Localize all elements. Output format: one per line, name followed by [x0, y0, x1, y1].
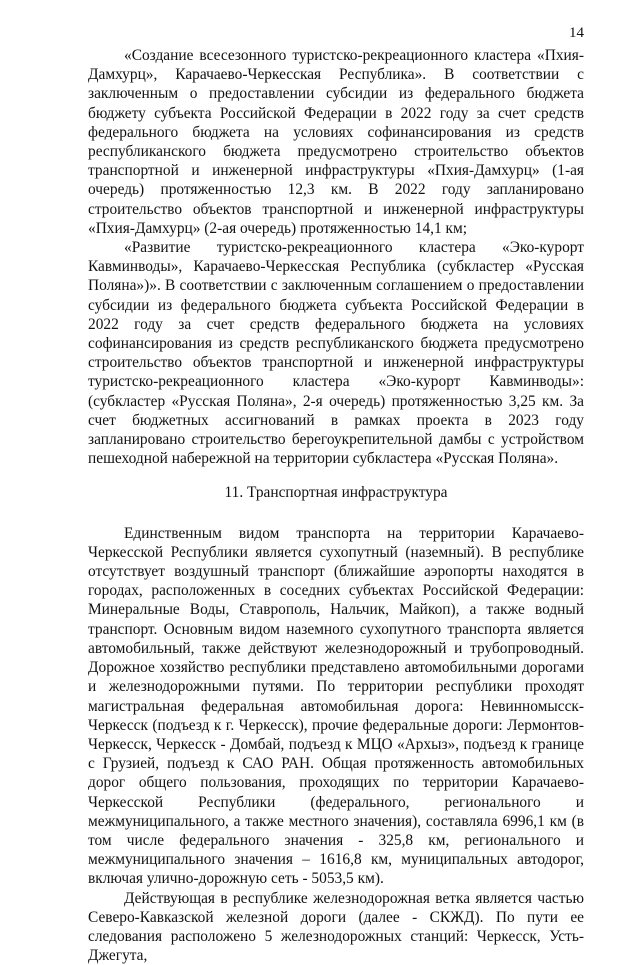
page-number: 14: [569, 25, 584, 41]
document-body: [88, 46, 584, 965]
paragraph-cluster-pkhiya-damkhurts: «Создание всесезонного туристско-рекреационного кластера «Пхия-Дамхурц», Карачаево-Черкесская Республика». В соответствии с заключенным о предоставлении субсидии из федерального бюджета бюджету субъекта Российской Федерации в 2022 году за счет средств федерального бюджета на условиях софинансирования из средств республиканского бюджета предусмотрено строительство объектов транспортной и инженерной инфраструктуры «Пхия-Дамхурц» (1-ая очередь) протяженностью 12,3 км. В 2022 году запланировано строительство объектов транспортной и инженерной инфраструктуры «Пхия-Дамхурц» (2-ая очередь) протяженностью 14,1 км;: [88, 47, 584, 237]
paragraph-railway: Действующая в республике железнодорожная ветка является частью Северо-Кавказской железной дороги (далее - СКЖД). По пути ее следования расположено 5 железнодорожных станций: Черкесск, Усть-Джегута,: [88, 889, 584, 965]
section-heading: 11. Транспортная инфраструктура: [224, 484, 448, 502]
paragraph-cluster-eko-kurort: «Развитие туристско-рекреационного кластера «Эко-курорт Кавминводы», Карачаево-Черкесская Республика (субкластер «Русская Поляна»)». В соответствии с заключенным соглашением о предоставлении субсидии из федерального бюджета субъекта Российской Федерации в 2022 году за счет средств федерального бюджета на условиях софинансирования из средств республиканского бюджета предусмотрено строительство объектов транспортной и инженерной инфраструктуры туристско-рекреационного кластера «Эко-курорт Кавминводы»: (субкластер «Русская Поляна», 2-я очередь) протяженностью 3,25 км. За счет бюджетных ассигнований в рамках проекта в 2023 году запланировано строительство берегоукрепительной дамбы с устройством пешеходной набережной на территории субкластера «Русская Поляна».: [88, 239, 584, 468]
paragraph-transport-overview: Единственным видом транспорта на территории Карачаево-Черкесской Республики является сухопутный (наземный). В республике отсутствует воздушный транспорт (ближайшие аэропорты находятся в городах, расположенных в соседних субъектах Российской Федерации: Минеральные Воды, Ставрополь, Нальчик, Майкоп), а также водный транспорт. Основным видом наземного сухопутного транспорта является автомобильный, также действуют железнодорожный и трубопроводный. Дорожное хозяйство республики представлено автомобильными дорогами и железнодорожными путями. По территории республики проходят магистральная федеральная автомобильная дорога: Невинномысск-Черкесск (подъезд к г. Черкесск), прочие федеральные дороги: Лермонтов-Черкесск, Черкесск - Домбай, подъезд к МЦО «Архыз», подъезд к границе с Грузией, подъезд к САО РАН. Общая протяженность автомобильных дорог общего пользования, проходящих по территории Карачаево-Черкесской Республики (федерального, регионального и межмуниципального, а также местного значения), составляла 6996,1 км (в том числе федерального значения - 325,8 км, регионального и межмуниципального значения – 1616,8 км, муниципальных автодорог, включая улично-дорожную сеть - 5053,5 км).: [88, 524, 584, 888]
